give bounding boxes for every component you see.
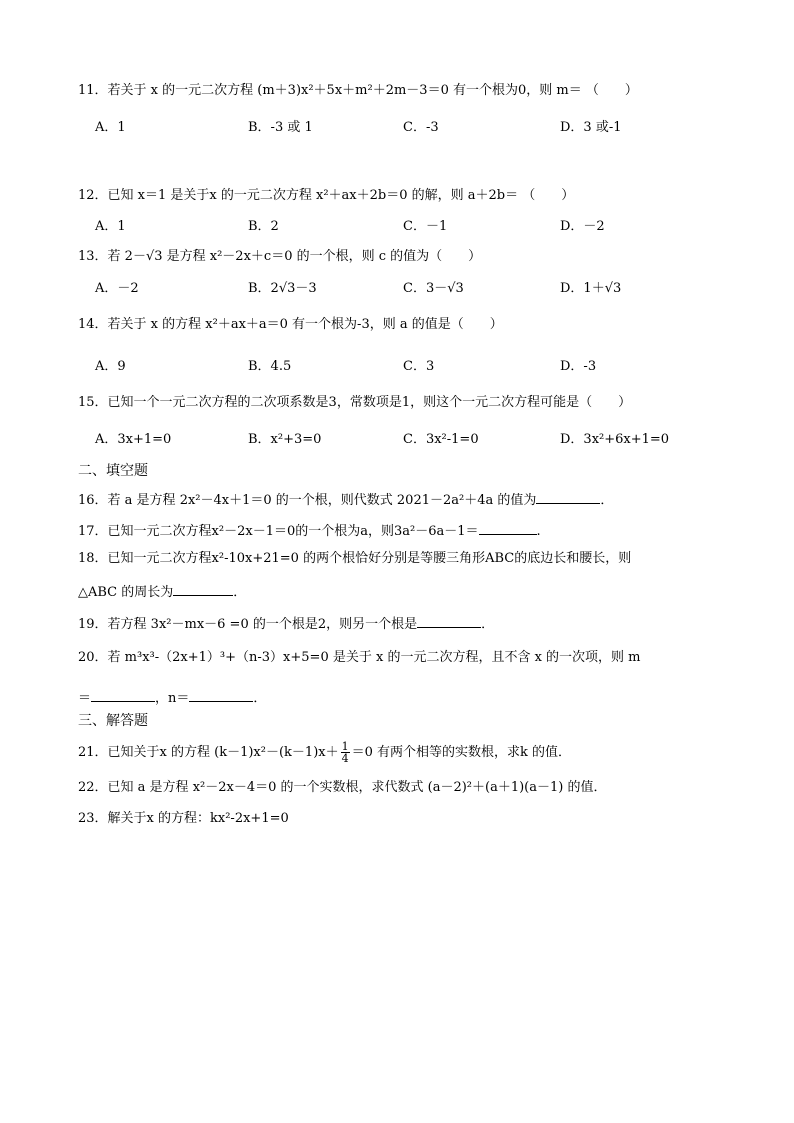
question-20-line-2 [78, 687, 266, 708]
question-11-stem: 11．若关于 x 的一元二次方程 (m＋3)x²＋5x＋m²＋2m－3＝0 有一个根为0，则 m＝ （ ） [78, 83, 638, 98]
answer-blank[interactable] [417, 613, 481, 628]
question-15-options [95, 431, 735, 449]
option-d: D．－2 [560, 219, 605, 234]
answer-blank[interactable] [173, 581, 233, 596]
option-d: D．3 或-1 [560, 120, 622, 135]
option-a: A．9 [95, 359, 126, 374]
option-c: C．3－√3 [403, 281, 464, 296]
fraction-numerator: 1 [341, 740, 349, 753]
answer-blank-m[interactable] [91, 687, 155, 702]
option-a: A．1 [95, 120, 126, 135]
section-answer-title: 三、解答题 [78, 713, 148, 729]
answer-blank[interactable] [536, 489, 600, 504]
question-16-text: 16．若 a 是方程 2x²－4x＋1＝0 的一个根，则代数式 2021－2a²＋4a 的值为 [78, 493, 537, 508]
question-13-stem: 13．若 2－√3 是方程 x²－2x＋c＝0 的一个根，则 c 的值为（ ） [78, 249, 482, 264]
question-17-end: . [536, 524, 541, 539]
question-17 [78, 520, 541, 541]
question-18-line-1: 18．已知一元二次方程x²-10x+21=0 的两个根恰好分别是等腰三角形ABC的底边长和腰长，则 [78, 551, 632, 566]
option-c: C．-3 [403, 120, 439, 135]
question-23: 23．解关于x 的方程：kx²-2x+1=0 [78, 811, 289, 826]
answer-blank-n[interactable] [189, 687, 253, 702]
question-13-options [95, 280, 735, 298]
option-b: B．x²+3=0 [248, 432, 322, 447]
option-b: B．-3 或 1 [248, 120, 313, 135]
option-a: A．1 [95, 219, 126, 234]
question-17-text: 17．已知一元二次方程x²－2x－1＝0的一个根为a，则3a²－6a－1＝ [78, 524, 479, 539]
question-21-text: 21．已知关于x 的方程 (k－1)x²－(k－1)x＋ [78, 745, 339, 760]
option-c: C．－1 [403, 219, 448, 234]
question-14-stem: 14．若关于 x 的方程 x²＋ax＋a＝0 有一个根为-3，则 a 的值是（ ） [78, 317, 503, 332]
question-11-options [95, 119, 735, 137]
question-19 [78, 613, 494, 634]
option-b: B．2√3－3 [248, 281, 317, 296]
question-19-text: 19．若方程 3x²－mx－6 =0 的一个根是2，则另一个根是 [78, 617, 418, 632]
fraction-one-quarter [341, 741, 350, 764]
question-18-text: △ABC 的周长为 [78, 585, 174, 600]
question-21-end: ＝0 有两个相等的实数根，求k 的值． [351, 745, 572, 760]
question-22: 22．已知 a 是方程 x²－2x－4＝0 的一个实数根，求代数式 (a－2)²＋(a＋1)(a－1) 的值． [78, 780, 607, 795]
question-14-options [95, 358, 735, 376]
option-d: D．3x²+6x+1=0 [560, 432, 670, 447]
question-19-end: ． [481, 617, 495, 632]
section-fill-in-title: 二、填空题 [78, 463, 148, 479]
option-c: C．3x²-1=0 [403, 432, 479, 447]
question-16-end: ． [600, 493, 614, 508]
option-d: D．1＋√3 [560, 281, 622, 296]
question-20-line-1: 20．若 m³x³-（2x+1）³+（n-3）x+5=0 是关于 x 的一元二次方程，且不含 x 的一次项，则 m [78, 650, 641, 665]
answer-blank[interactable] [479, 520, 537, 535]
option-b: B．4.5 [248, 359, 292, 374]
question-18-end: ． [233, 585, 247, 600]
option-c: C．3 [403, 359, 435, 374]
question-20-end: ． [253, 691, 267, 706]
question-12-stem: 12．已知 x＝1 是关于x 的一元二次方程 x²＋ax＋2b＝0 的解，则 a＋2b＝ （ ） [78, 188, 575, 203]
question-20-eq: ＝ [78, 691, 92, 706]
option-b: B．2 [248, 219, 279, 234]
option-d: D．-3 [560, 359, 597, 374]
question-18-line-2 [78, 581, 246, 602]
question-15-stem: 15．已知一个一元二次方程的二次项系数是3，常数项是1，则这个一元二次方程可能是（ ） [78, 395, 632, 410]
question-16 [78, 489, 613, 510]
option-a: A．3x+1=0 [95, 432, 172, 447]
question-21 [78, 741, 571, 764]
question-20-n: ，n＝ [155, 691, 190, 706]
question-12-options [95, 218, 735, 236]
fraction-denominator: 4 [341, 752, 349, 765]
option-a: A．－2 [95, 281, 139, 296]
